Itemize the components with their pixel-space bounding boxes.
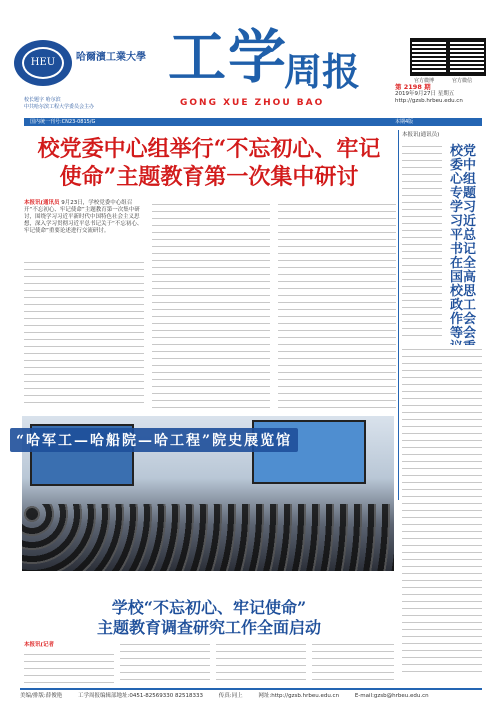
second-headline-line-2: 主题教育调查研究工作全面启动 — [96, 618, 321, 637]
footer-editor: 美编/排版:薛俊艳 — [20, 693, 63, 699]
brand-suffix: 周报 — [284, 50, 361, 94]
second-byline — [24, 642, 84, 649]
lead-column-1 — [24, 258, 144, 408]
second-column-4 — [312, 640, 394, 684]
lead-headline-line-1: 校党委中心组举行“不忘初心、牢记 — [37, 136, 381, 162]
photo-caption: “哈军工—哈船院—哈工程”院史展览馆 — [10, 428, 298, 452]
lead-excerpt-text: 9月23日，学校党委中心组召开“不忘初心、牢记使命”主题教育第一次集中研讨，围绕学习习近平新时代中国特色社会主义思想，深入学习贯彻习近平总书记关于“不忘初心、牢记使命”重要论述进行交流研讨。 — [24, 200, 143, 234]
side-column-text — [402, 142, 442, 342]
footer-fax: 传真:同上 — [218, 693, 243, 699]
page-footer — [20, 688, 482, 704]
issue-number: 第 2198 期 — [395, 83, 431, 91]
side-byline: 本报讯(通讯员) — [402, 132, 440, 138]
university-seal-icon: HEU — [14, 40, 72, 86]
footer-web[interactable]: 网址:http://gzsb.hrbeu.edu.cn — [258, 693, 340, 699]
brand-pinyin: GONG XUE ZHOU BAO — [180, 98, 325, 108]
second-headline[interactable] — [24, 598, 394, 638]
masthead — [0, 0, 490, 120]
footer-email[interactable]: E-mail:gzsb@hrbeu.edu.cn — [354, 693, 429, 699]
wechat-qr-icon — [448, 38, 486, 76]
lead-headline-line-2: 使命”主题教育第一次集中研讨 — [59, 164, 359, 190]
host-line-1: 校长题字 哈尔滨 — [24, 97, 61, 103]
lead-column-2 — [152, 200, 270, 408]
second-column-1 — [24, 650, 114, 684]
edition-count: 本期4版 — [395, 119, 414, 125]
cn-number: 国内统一刊号:CN23-0815/G — [30, 119, 96, 125]
lead-byline: 本报讯(通讯员 — [24, 200, 60, 206]
lead-column-3 — [278, 200, 396, 408]
school-name: 哈爾濱工業大學 — [76, 52, 146, 63]
issue-url[interactable]: http://gzsb.hrbeu.edu.cn — [395, 98, 463, 104]
side-headline[interactable]: 校党委中心组专题学习习近平总书记在全国高校思政工作会等会 — [449, 144, 476, 341]
second-column-3 — [216, 640, 306, 684]
second-byline-text: 本报讯(记者 — [24, 642, 55, 648]
qr-label-wechat: 官方微信 — [452, 78, 473, 84]
weibo-qr-icon — [410, 38, 448, 76]
qr-label-weibo: 官方微博 — [414, 78, 435, 84]
lead-headline[interactable] — [20, 135, 398, 191]
side-column-text-lower — [402, 345, 482, 675]
brand-title: 工学 — [168, 23, 289, 91]
issue-info — [395, 84, 485, 105]
column-divider — [398, 130, 399, 500]
footer-address: 工学周报编辑部地址:0451-82569330 82518333 — [77, 693, 204, 699]
second-column-2 — [120, 640, 210, 684]
second-headline-line-1: 学校“不忘初心、牢记使命” — [111, 598, 307, 617]
lead-article-excerpt — [24, 200, 144, 235]
host-line-2: 中共哈尔滨工程大学委员会主办 — [24, 103, 95, 110]
issue-date: 2019年9月27日 星期五 — [395, 91, 455, 97]
visitors-crowd — [22, 504, 394, 571]
